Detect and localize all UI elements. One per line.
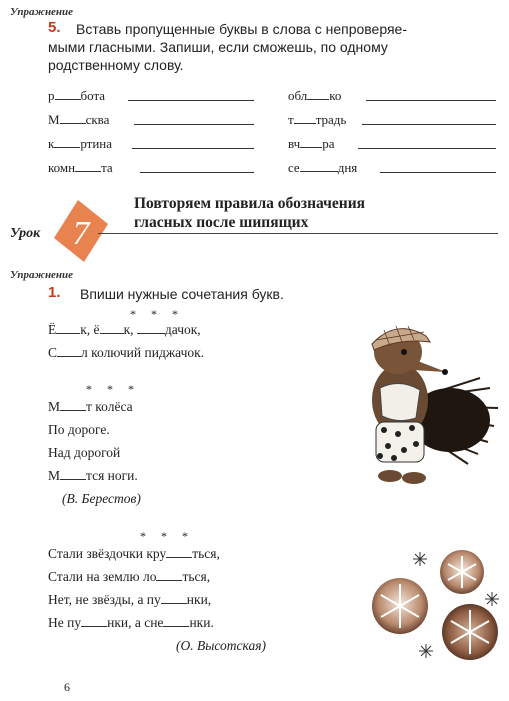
letter-blank[interactable] [300,136,322,148]
text-part: л колючий пиджачок. [81,345,205,360]
letter-blank[interactable] [75,160,101,172]
poem-author: (В. Берестов) [62,491,141,506]
text-part: Ё [48,322,57,337]
hedgehog-illustration [350,318,500,490]
answer-line[interactable] [140,172,254,173]
lesson-title-line: Повторяем правила обозначения [134,195,366,212]
word-with-blank[interactable] [288,88,341,104]
letter-blank[interactable] [300,160,338,172]
exercise-number: 1. [48,284,61,301]
poem-line[interactable] [48,546,220,562]
text-part: тся ноги. [86,468,138,483]
word-part: ко [329,88,342,103]
poem-line[interactable] [48,615,214,631]
letter-blank[interactable] [60,112,86,124]
page-number: 6 [64,680,70,694]
lesson-title-line: гласных после шипящих [134,214,309,231]
word-part: р [48,88,55,103]
exercise-label: Упражнение [10,269,74,281]
text-part: М [48,399,61,414]
word-part: сква [85,112,110,127]
hedgehog-nose [442,369,448,375]
word-part: М [48,112,60,127]
poem-line[interactable] [48,399,133,415]
poem-author: (О. Высотская) [176,638,267,653]
text-part: нки, [186,592,212,607]
text-part: Не пу [48,615,82,630]
word-part: обл [288,88,308,103]
hedgehog-foot [402,472,426,484]
poem-line[interactable] [48,468,138,484]
lesson-number-badge [50,198,112,264]
exercise-number: 5. [48,19,61,36]
letter-blank[interactable] [156,569,182,581]
text-part: Нет, не звёзды, а пу [48,592,161,607]
word-with-blank[interactable] [48,112,109,128]
text-part: т колёса [86,399,133,414]
letter-blank[interactable] [166,546,192,558]
answer-line[interactable] [134,124,254,125]
text-part: С [48,345,58,360]
lesson-number: 7 [72,215,90,252]
lesson-rule [98,233,498,234]
word-part: к [48,136,55,151]
stanza-separator: * * * [130,307,184,321]
poem-line: По дороге. [48,422,110,437]
word-part: т [288,112,294,127]
letter-blank[interactable] [163,615,189,627]
answer-line[interactable] [132,148,254,149]
word-with-blank[interactable] [288,112,346,128]
answer-line[interactable] [362,124,496,125]
exercise-task-line: Вставь пропущенные буквы в слова с непроверяе- [76,21,407,37]
lesson-word: Урок [10,226,41,241]
poem-line: Над дорогой [48,445,121,460]
letter-blank[interactable] [137,322,165,334]
text-part: нки. [189,615,214,630]
word-with-blank[interactable] [48,160,113,176]
letter-blank[interactable] [161,592,187,604]
hedgehog-foot [378,470,402,482]
word-with-blank[interactable] [48,88,105,104]
word-with-blank[interactable] [288,136,334,152]
word-part: ра [322,136,335,151]
letter-blank[interactable] [60,468,86,480]
word-with-blank[interactable] [288,160,357,176]
word-part: дня [337,160,358,175]
answer-line[interactable] [128,100,254,101]
letter-blank[interactable] [294,112,316,124]
text-part: ться, [182,569,211,584]
text-part: к, ё [80,322,100,337]
letter-blank[interactable] [54,136,80,148]
poem-line[interactable] [48,569,210,585]
letter-blank[interactable] [57,345,81,357]
text-part: Стали на землю ло [48,569,157,584]
hedgehog-snout [410,358,446,372]
letter-blank[interactable] [56,322,80,334]
letter-blank[interactable] [307,88,329,100]
exercise-task: Впиши нужные сочетания букв. [80,286,284,302]
word-part: комн [48,160,76,175]
exercise-label: Упражнение [10,6,74,18]
word-part: ртина [80,136,113,151]
word-part: та [101,160,113,175]
text-part: к, [123,322,134,337]
poem-line[interactable] [48,322,201,338]
letter-blank[interactable] [55,88,81,100]
letter-blank[interactable] [60,399,86,411]
snowflake-balls-illustration [370,548,502,664]
text-part: нки, а сне [107,615,164,630]
letter-blank[interactable] [81,615,107,627]
text-part: дачок, [164,322,201,337]
text-part: Стали звёздочки кру [48,546,167,561]
word-part: се [288,160,300,175]
letter-blank[interactable] [100,322,124,334]
answer-line[interactable] [358,148,496,149]
word-part: вч [288,136,301,151]
word-part: бота [80,88,106,103]
text-part: М [48,468,61,483]
exercise-task-line: родственному слову. [48,57,184,73]
poem-line[interactable] [48,345,204,361]
text-part: ться, [192,546,220,561]
answer-line[interactable] [380,172,496,173]
stanza-separator: * * * [86,382,140,396]
answer-line[interactable] [366,100,496,101]
exercise-task-line: мыми гласными. Запиши, если сможешь, по одному [48,39,388,55]
poem-line[interactable] [48,592,211,608]
hedgehog-shirt [380,383,420,420]
hedgehog-eye [401,349,407,355]
word-part: традь [315,112,347,127]
word-with-blank[interactable] [48,136,112,152]
stanza-separator: * * * [140,529,194,543]
